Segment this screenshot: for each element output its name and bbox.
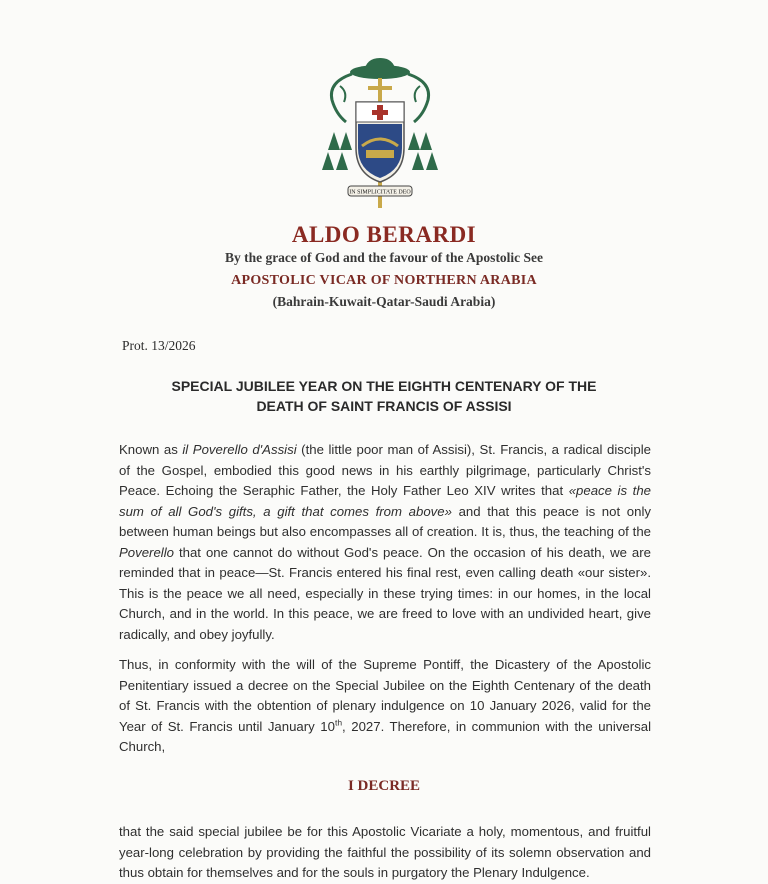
p2-superscript: th <box>334 717 343 728</box>
vicar-title: APOSTOLIC VICAR OF NORTHERN ARABIA <box>231 273 537 288</box>
p1-italic-poverello-assisi: il Poverello d'Assisi <box>182 442 297 457</box>
grace-line: By the grace of God and the favour of the Apostolic See <box>224 250 544 265</box>
decree-title-line2: DEATH OF SAINT FRANCIS OF ASSISI <box>256 398 512 414</box>
decree-heading: I DECREE <box>347 778 421 794</box>
p2-text-b: , 2027. Therefore, in communion with the universal Church, <box>119 718 651 754</box>
paragraph-3: that the said special jubilee be for this Apostolic Vicariate a holy, momentous, and fruitful year-long celebration by providing the faithful the possibility of its solemn observation and thus obtain for themselves and for the souls in purgatory the Plenary Indulgence. <box>119 824 651 880</box>
protocol-number: Prot. 13/2026 <box>122 338 196 353</box>
countries-line: (Bahrain-Kuwait-Qatar-Saudi Arabia) <box>272 294 496 309</box>
coat-of-arms-icon <box>318 52 442 212</box>
p2-text-a: Thus, in conformity with the will of the Supreme Pontiff, the Dicastery of the Apostolic Penitentiary issued a decree on the Special Jubilee on the Eighth Centenary of the death of St. Francis with the obtention of plenary indulgence on 10 January 2026, valid for the Year of St. Francis until January 10 <box>119 657 651 734</box>
p1-text-g: that one cannot do without God's peace. On the occasion of his death, we are reminded that in peace—St. Francis entered his final rest, even calling death «our sister». This is the peace we all need, especially in these trying times: in our homes, in the local Church, and in the world. In this peace, we are freed to love with an undivided heart, give radically, and obey joyfully. <box>119 544 651 642</box>
paragraph-1 <box>119 440 651 645</box>
decree-title <box>100 376 668 416</box>
motto-text: IN SIMPLICITATE DEO <box>349 189 411 196</box>
p1-text-e: and that this peace is not only between human beings but also encompasses all of creation. It is, thus, the teaching of the <box>119 503 651 539</box>
p1-text-a: Known as <box>119 442 183 457</box>
p1-italic-poverello: Poverello <box>119 544 174 560</box>
p1-italic-quote: «peace is the sum of all God's gifts, a gift that comes from above» <box>119 483 651 519</box>
p1-text-c: (the little poor man of Assisi), St. Francis, a radical disciple of the Gospel, embodied this good news in his earthly pilgrimage, particularly Christ's Peace. Echoing the Seraphic Father, the Holy Father Leo XIV writes that <box>119 442 651 498</box>
paragraph-2 <box>119 655 651 758</box>
bishop-name: ALDO BERARDI <box>291 222 477 247</box>
decree-title-line1: SPECIAL JUBILEE YEAR ON THE EIGHTH CENTENARY OF THE <box>171 378 597 394</box>
